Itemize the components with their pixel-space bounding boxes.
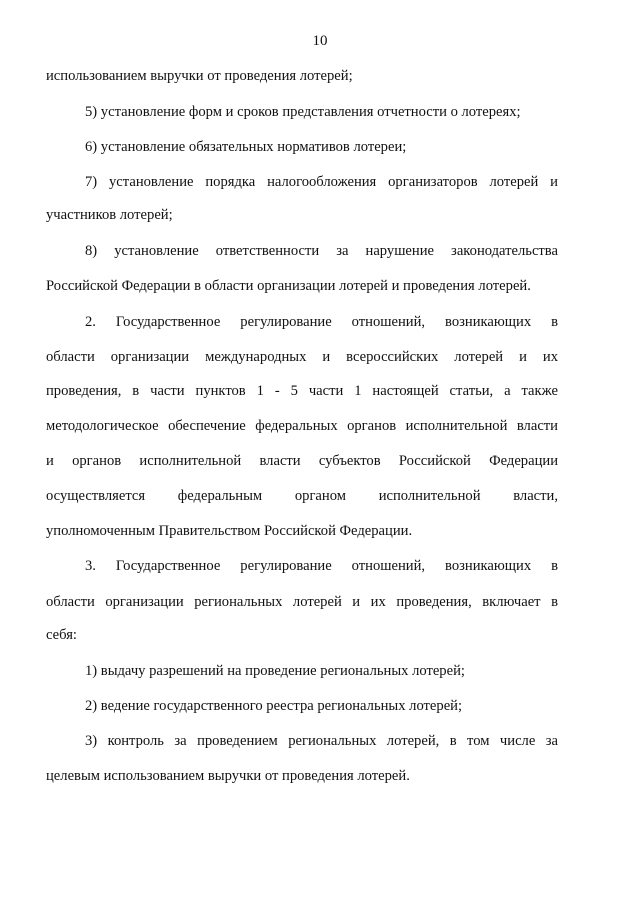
- text-line: области организации международных и всероссийских лотерей и их: [46, 349, 558, 365]
- text-line: целевым использованием выручки от проведения лотерей.: [46, 768, 410, 784]
- text-line: методологическое обеспечение федеральных органов исполнительной власти: [46, 418, 558, 434]
- page-number: 10: [312, 33, 328, 49]
- text-line: осуществляется федеральным органом исполнительной власти,: [46, 488, 558, 504]
- text-line: 3. Государственное регулирование отношений, возникающих в: [85, 558, 558, 574]
- text-line: уполномоченным Правительством Российской Федерации.: [46, 523, 413, 539]
- text-line: проведения, в части пунктов 1 - 5 части 1 настоящей статьи, а также: [46, 383, 558, 399]
- text-line: области организации региональных лотерей и их проведения, включает в: [46, 594, 558, 610]
- text-line: 5) установление форм и сроков представления отчетности о лотереях;: [85, 104, 521, 120]
- text-line: 3) контроль за проведением региональных лотерей, в том числе за: [85, 733, 558, 749]
- text-line: 7) установление порядка налогообложения организаторов лотерей и: [85, 174, 558, 190]
- text-line: участников лотерей;: [46, 207, 173, 223]
- text-line: 8) установление ответственности за нарушение законодательства: [85, 243, 558, 259]
- text-line: 2) ведение государственного реестра региональных лотерей;: [85, 698, 463, 714]
- text-line: 1) выдачу разрешений на проведение региональных лотерей;: [85, 663, 465, 679]
- text-line: использованием выручки от проведения лотерей;: [46, 68, 353, 84]
- text-line: себя:: [46, 627, 77, 643]
- text-line: 2. Государственное регулирование отношений, возникающих в: [85, 314, 558, 330]
- text-line: Российской Федерации в области организации лотерей и проведения лотерей.: [46, 278, 531, 294]
- text-line: 6) установление обязательных нормативов лотереи;: [85, 139, 407, 155]
- text-line: и органов исполнительной власти субъектов Российской Федерации: [46, 453, 558, 469]
